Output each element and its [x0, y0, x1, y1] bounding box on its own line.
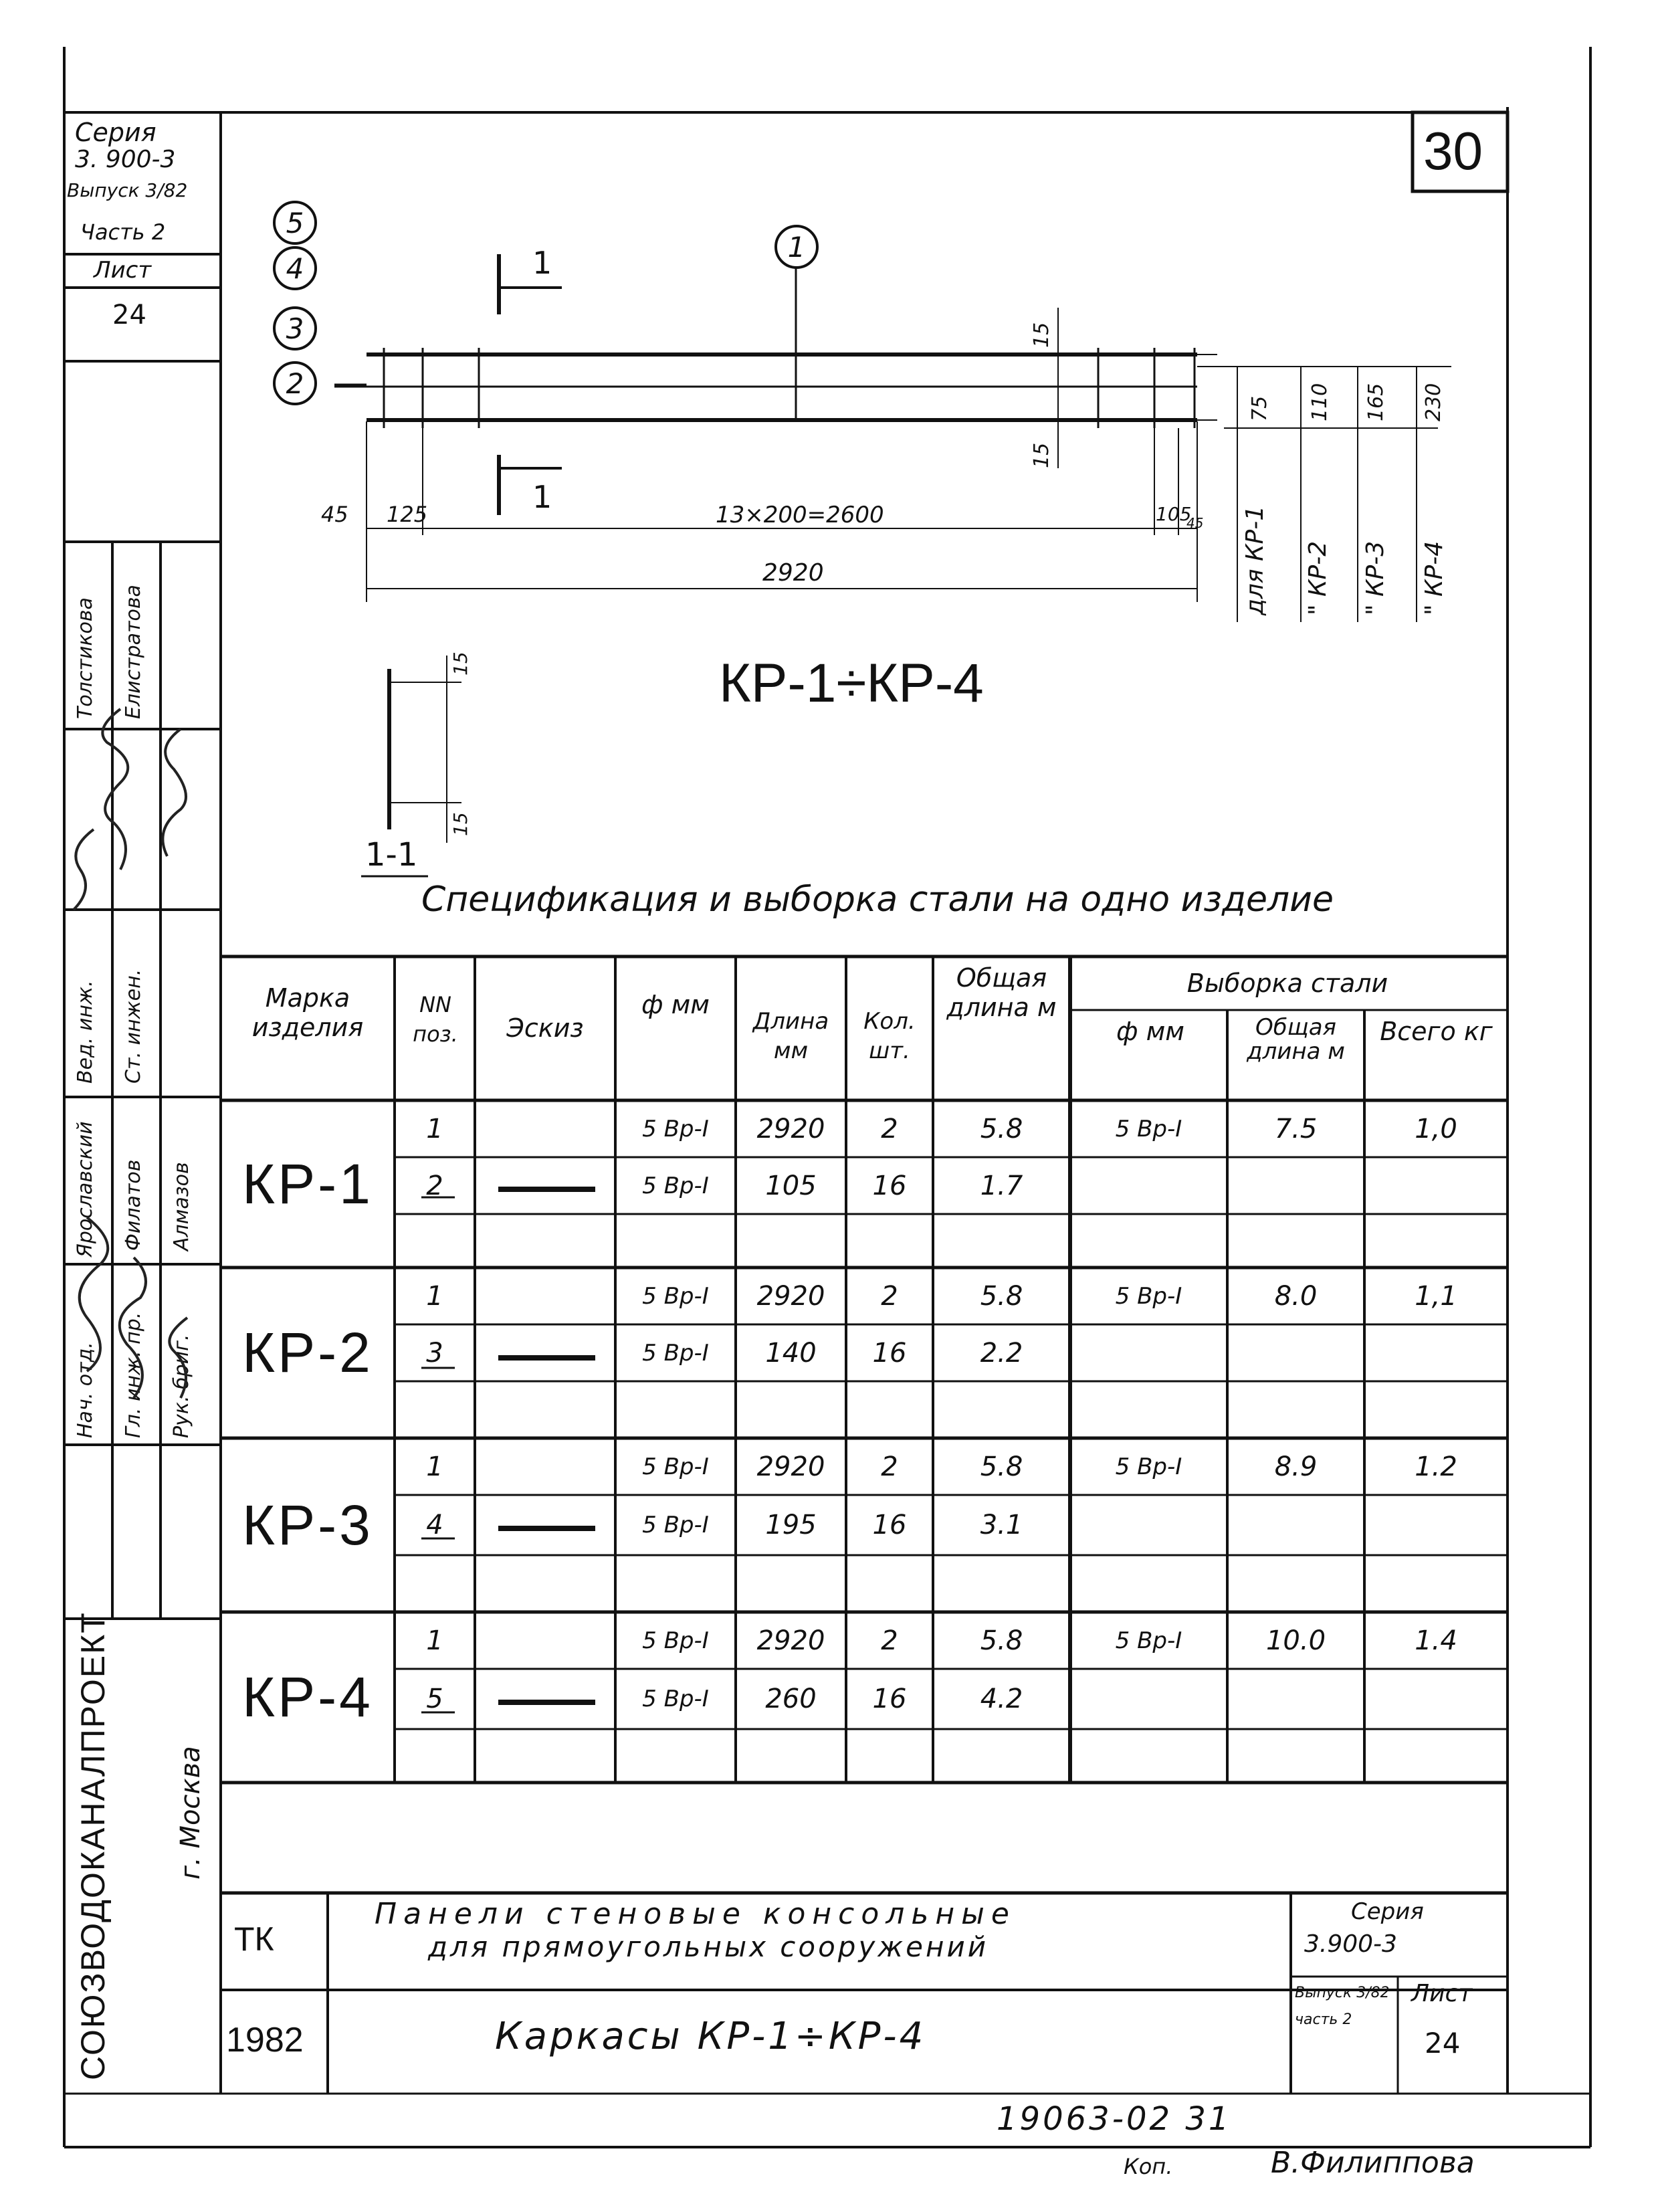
tb-sheet-title: Каркасы КР-1÷КР-4: [495, 2015, 926, 2058]
organization-city: г. Москва: [175, 1746, 206, 1880]
qty-kr3-r1: 2: [881, 1451, 898, 1482]
steel-diam-kr3: 5 Вр-I: [1115, 1453, 1182, 1480]
staff-name-b3: Алмазов: [170, 1162, 193, 1251]
tb-series-label: Серия: [1351, 1898, 1424, 1925]
tot-kr4-r2: 4.2: [980, 1684, 1023, 1714]
pos-kr1-r2: 2: [426, 1170, 443, 1201]
tb-code: ТК: [234, 1920, 274, 1958]
pos-kr2-r1: 1: [426, 1280, 443, 1312]
steel-kg-kr3: 1.2: [1415, 1451, 1457, 1482]
staff-name-b2: Филатов: [122, 1159, 145, 1251]
qty-kr2-r2: 16: [872, 1337, 907, 1369]
stamp-sheet-value: 24: [112, 300, 146, 330]
tot-kr2-r2: 2.2: [980, 1337, 1023, 1369]
len-kr3-r1: 2920: [756, 1451, 825, 1482]
hdr-mark: Марка изделия: [251, 983, 364, 1042]
tb-series-value: 3.900-3: [1304, 1930, 1397, 1958]
tb-project-line1: Панели стеновые консольные: [375, 1897, 1016, 1931]
staff-role-b2: Гл. инж. пр.: [122, 1312, 145, 1438]
stamp-issue: Выпуск 3/82: [67, 179, 188, 201]
steel-kg-kr4: 1.4: [1415, 1625, 1457, 1656]
steel-len-kr4: 10.0: [1265, 1625, 1326, 1656]
section-title: 1-1: [365, 836, 418, 874]
steel-kg-kr1: 1,0: [1415, 1113, 1457, 1144]
position-4-marker: 4: [273, 246, 317, 290]
dim-top-gap: 15: [1030, 322, 1053, 348]
height-label-kr2: " КР-2: [1304, 540, 1332, 615]
diam-kr4-r2: 5 Вр-I: [642, 1686, 709, 1712]
mark-kr1: КР-1: [242, 1152, 373, 1215]
steel-len-kr1: 7.5: [1274, 1113, 1318, 1144]
diam-kr4-r1: 5 Вр-I: [642, 1627, 709, 1654]
height-label-kr1: для КР-1: [1241, 505, 1269, 615]
steel-len-kr3: 8.9: [1274, 1451, 1318, 1482]
tot-kr1-r1: 5.8: [980, 1113, 1023, 1144]
tb-year: 1982: [226, 2021, 304, 2059]
drawing-title: КР-1÷КР-4: [719, 653, 984, 714]
position-3-marker: 3: [273, 306, 317, 350]
spec-title: Спецификация и выборка стали на одно изделие: [421, 880, 1334, 920]
qty-kr1-r2: 16: [872, 1170, 907, 1201]
position-2-marker: 2: [273, 361, 317, 405]
pos-kr2-r2: 3: [426, 1337, 443, 1369]
steel-diam-kr2: 5 Вр-I: [1115, 1282, 1182, 1310]
tot-kr2-r1: 5.8: [980, 1280, 1023, 1312]
dim-spacing: 13×200=2600: [716, 502, 884, 528]
hdr-steel-diam: ф мм: [1116, 1017, 1184, 1046]
qty-kr3-r2: 16: [872, 1510, 907, 1540]
dim-total: 2920: [762, 559, 824, 587]
len-kr1-r2: 105: [765, 1170, 817, 1201]
len-kr4-r2: 260: [765, 1684, 817, 1714]
hdr-total-length: Общая длина м: [946, 963, 1057, 1022]
dim-right-step: 105: [1156, 503, 1192, 525]
tot-kr3-r1: 5.8: [980, 1451, 1023, 1482]
height-label-kr3: " КР-3: [1362, 540, 1389, 615]
section-gap-bottom: 15: [449, 812, 472, 836]
len-kr1-r1: 2920: [756, 1113, 825, 1144]
staff-name-a2: Елистратова: [122, 585, 145, 719]
height-kr4: 230: [1422, 383, 1445, 421]
pos-kr3-r2: 4: [426, 1510, 443, 1540]
tb-sheet-value: 24: [1425, 2027, 1461, 2059]
qty-kr1-r1: 2: [881, 1113, 898, 1144]
height-kr1: 75: [1248, 395, 1271, 421]
dim-right-end: 45: [1186, 515, 1204, 531]
dim-first-step: 125: [387, 502, 428, 527]
stamp-series-value: 3. 900-3: [75, 146, 176, 173]
dim-left-end: 45: [321, 502, 348, 527]
len-kr2-r1: 2920: [756, 1280, 825, 1312]
height-kr2: 110: [1308, 383, 1332, 421]
footer-copied-label: Коп.: [1124, 2154, 1173, 2179]
section-mark-bottom: 1: [532, 479, 552, 515]
staff-role-b1: Нач. отд.: [74, 1342, 97, 1438]
diam-kr3-r1: 5 Вр-I: [642, 1453, 709, 1480]
mark-kr2: КР-2: [242, 1321, 373, 1384]
diam-kr2-r1: 5 Вр-I: [642, 1282, 709, 1310]
tot-kr4-r1: 5.8: [980, 1625, 1023, 1656]
hdr-length: Длина мм: [752, 1008, 829, 1064]
sheet-number: 30: [1423, 121, 1483, 181]
qty-kr2-r1: 2: [881, 1280, 898, 1312]
tb-issue-part: Выпуск 3/82 часть 2: [1295, 1985, 1390, 2028]
staff-name-a1: Толстикова: [74, 597, 97, 719]
footer-copied-by: В.Филиппова: [1271, 2146, 1475, 2180]
tot-kr3-r2: 3.1: [980, 1510, 1023, 1540]
tb-project-line2: для прямоугольных сооружений: [428, 1930, 989, 1963]
diam-kr1-r1: 5 Вр-I: [642, 1115, 709, 1142]
stamp-part: Часть 2: [80, 219, 166, 245]
steel-diam-kr4: 5 Вр-I: [1115, 1627, 1182, 1654]
hdr-sketch: Эскиз: [506, 1013, 584, 1043]
len-kr2-r2: 140: [765, 1337, 817, 1369]
staff-role-a2: Ст. инжен.: [122, 969, 145, 1084]
len-kr4-r1: 2920: [756, 1625, 825, 1656]
steel-diam-kr1: 5 Вр-I: [1115, 1115, 1182, 1142]
pos-kr4-r1: 1: [426, 1625, 443, 1656]
section-gap-top: 15: [449, 651, 472, 676]
staff-name-b1: Ярославский: [74, 1121, 97, 1258]
stamp-series-label: Серия: [75, 118, 157, 147]
qty-kr4-r1: 2: [881, 1625, 898, 1656]
hdr-steel-length: Общая длина м: [1247, 1014, 1345, 1065]
qty-kr4-r2: 16: [872, 1684, 907, 1714]
hdr-diam: ф мм: [641, 990, 710, 1019]
hdr-steel-total: Всего кг: [1380, 1017, 1493, 1046]
diam-kr1-r2: 5 Вр-I: [642, 1172, 709, 1199]
hdr-steel: Выборка стали: [1186, 969, 1388, 998]
mark-kr3: КР-3: [242, 1493, 373, 1556]
position-1-marker: 1: [774, 225, 819, 269]
height-label-kr4: " КР-4: [1421, 540, 1448, 615]
mark-kr4: КР-4: [242, 1666, 373, 1728]
hdr-qty: Кол. шт.: [863, 1008, 916, 1064]
section-mark-top: 1: [532, 245, 552, 281]
dim-bottom-gap: 15: [1030, 442, 1053, 468]
pos-kr4-r2: 5: [426, 1684, 443, 1714]
position-5-marker: 5: [273, 201, 317, 245]
pos-kr1-r1: 1: [426, 1113, 443, 1144]
stamp-sheet-label: Лист: [94, 257, 152, 284]
steel-kg-kr2: 1,1: [1415, 1280, 1457, 1312]
height-kr3: 165: [1364, 383, 1388, 421]
tb-sheet-label: Лист: [1411, 1980, 1473, 2007]
steel-len-kr2: 8.0: [1274, 1280, 1318, 1312]
organization-name: СОЮЗВОДОКАНАЛПРОЕКТ: [74, 1611, 112, 2080]
staff-role-b3: Рук. бриг.: [170, 1334, 193, 1438]
staff-role-a1: Вед. инж.: [74, 980, 97, 1084]
len-kr3-r2: 195: [765, 1510, 817, 1540]
hdr-pos: NN поз.: [413, 992, 458, 1047]
tot-kr1-r2: 1.7: [980, 1170, 1023, 1201]
pos-kr3-r1: 1: [426, 1451, 443, 1482]
diam-kr2-r2: 5 Вр-I: [642, 1339, 709, 1367]
diam-kr3-r2: 5 Вр-I: [642, 1512, 709, 1538]
footer-doc-number: 19063-02 31: [997, 2100, 1232, 2138]
